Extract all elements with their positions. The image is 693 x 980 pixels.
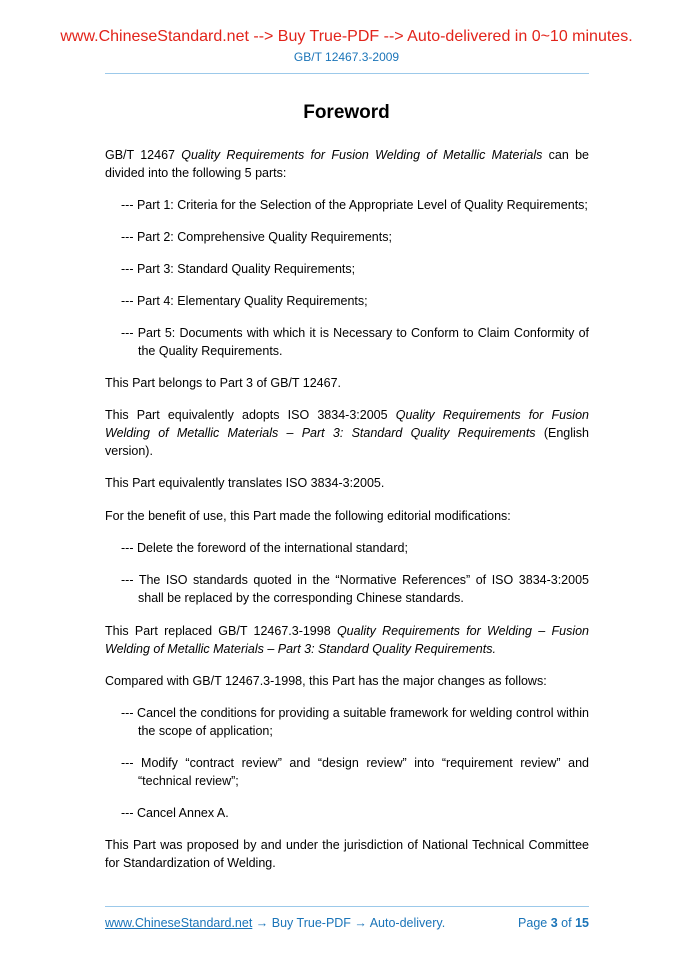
footer-promo: [105, 916, 445, 930]
text: This Part equivalently adopts ISO 3834-3:2005: [105, 408, 396, 422]
list-item: --- Part 5: Documents with which it is Necessary to Conform to Claim Conformity of the Quality Requirements.: [121, 326, 589, 358]
of-label: of: [561, 916, 572, 930]
page-title: Foreword: [303, 102, 390, 123]
list-item: --- Part 2: Comprehensive Quality Requirements;: [121, 230, 392, 244]
header-rule: [105, 73, 589, 74]
total-pages: 15: [575, 916, 589, 930]
list-item: --- Delete the foreword of the international standard;: [121, 541, 408, 555]
list-item: --- Cancel Annex A.: [121, 806, 229, 820]
standard-title: Quality Requirements for Welding – Fusion Welding of Metallic Materials – Part 3: Standard Quality Requirements.: [105, 624, 589, 656]
list-item: --- The ISO standards quoted in the “Normative References” of ISO 3834-3:2005 shall be replaced by the corresponding Chinese standards.: [121, 573, 589, 605]
standard-title: Quality Requirements for Fusion Welding of Metallic Materials: [181, 148, 543, 162]
paragraph: [105, 406, 589, 460]
list-item: --- Modify “contract review” and “design review” into “requirement review” and “technical review”;: [121, 756, 589, 788]
list-item: --- Part 4: Elementary Quality Requirements;: [121, 294, 368, 308]
standard-title: Quality Requirements for Fusion Welding of Metallic Materials – Part 3: Standard Quality Requirements: [105, 408, 589, 440]
paragraph: This Part was proposed by and under the jurisdiction of National Technical Committee for Standardization of Welding.: [105, 838, 589, 870]
text: can be divided into the following 5 parts:: [105, 148, 589, 180]
intro-paragraph: [105, 146, 589, 182]
paragraph: For the benefit of use, this Part made the following editorial modifications:: [105, 509, 511, 523]
list-item: --- Part 3: Standard Quality Requirements;: [121, 262, 356, 276]
text: (English version).: [105, 426, 589, 458]
current-page: 3: [550, 916, 558, 930]
footer-tail: → Buy True-PDF → Auto-delivery.: [252, 916, 446, 930]
page-number: [518, 916, 589, 930]
footer: [105, 916, 589, 930]
paragraph: Compared with GB/T 12467.3-1998, this Part has the major changes as follows:: [105, 674, 547, 688]
text: GB/T 12467: [105, 148, 182, 162]
promo-header: www.ChineseStandard.net --> Buy True-PDF --> Auto-delivered in 0~10 minutes.: [60, 28, 633, 45]
paragraph: [105, 622, 589, 658]
paragraph: This Part equivalently translates ISO 3834-3:2005.: [105, 476, 385, 490]
page-label: Page: [518, 916, 548, 930]
document-id: GB/T 12467.3-2009: [293, 50, 400, 64]
footer-link[interactable]: www.ChineseStandard.net: [105, 916, 253, 930]
list-item: --- Cancel the conditions for providing a suitable framework for welding control within the scope of application;: [121, 706, 589, 738]
list-item: --- Part 1: Criteria for the Selection of the Appropriate Level of Quality Requirements;: [121, 198, 588, 212]
footer-rule: [105, 906, 589, 907]
text: This Part replaced GB/T 12467.3-1998: [105, 624, 337, 638]
paragraph: This Part belongs to Part 3 of GB/T 12467.: [105, 376, 342, 390]
